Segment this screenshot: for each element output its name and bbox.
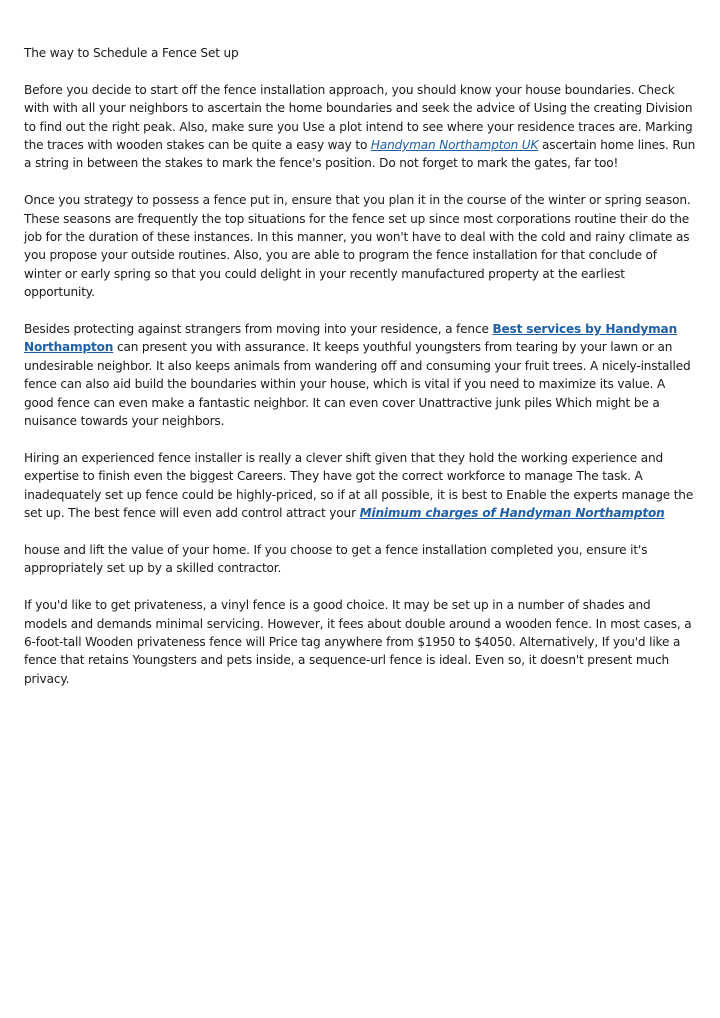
paragraph-hiring — [24, 449, 696, 523]
link-minimum-charges[interactable]: Minimum charges of Handyman Northampton — [359, 506, 665, 521]
paragraph-text: Besides protecting against strangers from moving into your residence, a fence — [24, 322, 493, 337]
paragraph-value: house and lift the value of your home. If you choose to get a fence installation completed you, ensure it's appropriately set up by a skilled contractor. — [24, 542, 648, 576]
paragraph-text: can present you with assurance. It keeps youthful youngsters from tearing by your lawn or an undesirable neighbor. It also keeps animals from wandering off and consuming your fruit trees. A nicely-installed fence can also aid build the boundaries within your house, which is vital if you need to maximize its value. A good fence can even make a fantastic neighbor. It can even cover Unattractive junk piles Which might be a nuisance towards your neighbors. — [24, 340, 691, 429]
link-handyman-northampton-uk[interactable]: Handyman Northampton UK — [370, 138, 539, 153]
paragraph-protection — [24, 320, 696, 430]
document-title: The way to Schedule a Fence Set up — [24, 46, 239, 60]
paragraph-privacy: If you'd like to get privateness, a vinyl fence is a good choice. It may be set up in a number of shades and models and demands minimal servicing. However, it fees about double around a wooden fence. In most cases, a 6-foot-tall Wooden privateness fence will Price tag anywhere from $1950 to $4050. Alternatively, If you'd like a fence that retains Youngsters and pets inside, a sequence-url fence is ideal. Even so, it doesn't present much privacy. — [24, 598, 692, 686]
paragraph-text: ascertain home lines. Run a string in between the stakes to mark the fence's position. Do not forget to mark the gates, far too! — [24, 138, 696, 171]
paragraph-season: Once you strategy to possess a fence put in, ensure that you plan it in the course of the winter or spring season. These seasons are frequently the top situations for the fence set up since most corporations routine their do the job for the duration of these instances. In this manner, you won't have to deal with the cold and rainy climate as you propose your outside routines. Also, you are able to program the fence installation for that conclude of winter or early spring so that you could delight in your recently manufactured property at the earliest opportunity. — [24, 193, 691, 300]
paragraph-text: Hiring an experienced fence installer is really a clever shift given that they hold the working experience and expertise to finish even the biggest Careers. They have got the correct workforce to manage The task. A inadequately set up fence could be highly-priced, so if at all possible, it is best to Enable the experts manage the set up. The best fence will even add control attract your — [24, 450, 694, 521]
paragraph-text: Before you decide to start off the fence installation approach, you should know your house boundaries. Check with with all your neighbors to ascertain the home boundaries and seek the advice of Using the creating Division to find out the right peak. Also, make sure you Use a plot intend to see where your residence traces are. Marking the traces with wooden stakes can be quite a easy way to — [24, 82, 693, 153]
paragraph-boundaries — [24, 81, 696, 173]
document-page — [24, 44, 696, 707]
link-best-services[interactable]: Best services by Handyman Northampton — [24, 322, 678, 355]
